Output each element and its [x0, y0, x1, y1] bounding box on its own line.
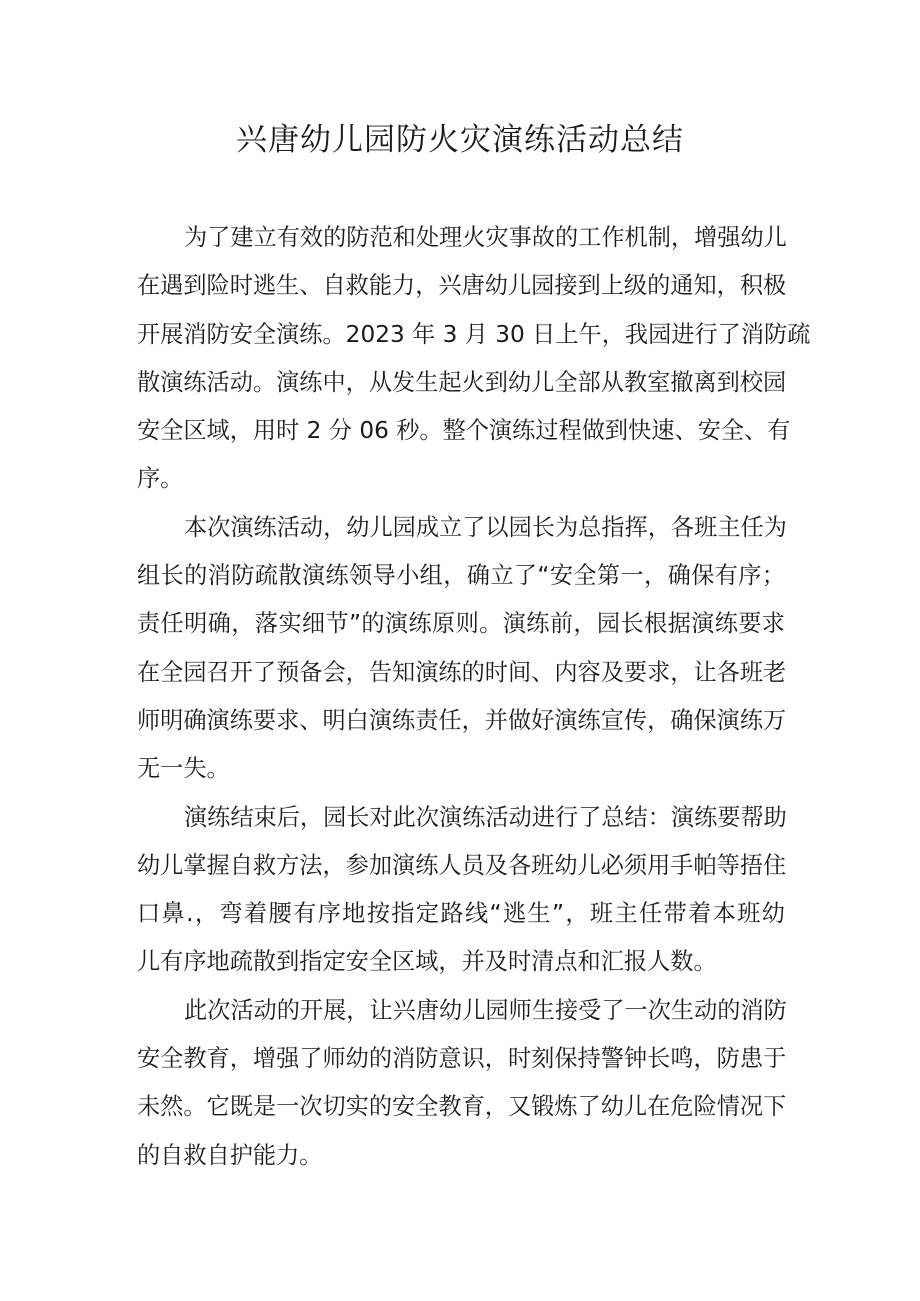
paragraph-4	[137, 987, 785, 1180]
paragraph-line: 开展消防安全演练。2023 年 3 月 30 日上午，我园进行了消防疏	[137, 320, 811, 348]
paragraph-line: 组长的消防疏散演练领导小组，确立了“安全第一，确保有序；	[137, 562, 785, 590]
document-title: 兴唐幼儿园防火灾演练活动总结	[236, 122, 684, 158]
paragraph-line: 为了建立有效的防范和处理火灾事故的工作机制，增强幼儿	[184, 224, 787, 251]
paragraph-line: 序。	[137, 465, 184, 493]
paragraph-line: 幼儿掌握自救方法，参加演练人员及各班幼儿必须用手帕等捂住	[137, 851, 787, 879]
paragraph-line: 在全园召开了预备会，告知演练的时间、内容及要求，让各班老	[137, 658, 787, 686]
paragraph-line: 未然。它既是一次切实的安全教育，又锻炼了幼儿在危险情况下	[137, 1093, 787, 1121]
paragraph-line: 责任明确，落实细节”的演练原则。演练前，园长根据演练要求	[137, 610, 785, 638]
paragraph-line: 演练结束后，园长对此次演练活动进行了总结：演练要帮助	[184, 803, 787, 831]
paragraph-line: 的自救自护能力。	[137, 1141, 323, 1169]
paragraph-line: 师明确演练要求、明白演练责任，并做好演练宣传，确保演练万	[137, 706, 787, 734]
paragraph-line: 散演练活动。演练中，从发生起火到幼儿全部从教室撤离到校园	[137, 368, 787, 396]
paragraph-line: 儿有序地疏散到指定安全区域，并及时清点和汇报人数。	[137, 948, 717, 976]
paragraph-1	[137, 214, 811, 504]
paragraph-line: 口鼻.，弯着腰有序地按指定路线“逃生”，班主任带着本班幼	[137, 900, 785, 928]
paragraph-line: 无一失。	[137, 755, 230, 783]
document-body	[137, 214, 811, 1180]
paragraph-line: 安全区域，用时 2 分 06 秒。整个演练过程做到快速、安全、有	[137, 417, 791, 445]
paragraph-line: 在遇到险时逃生、自救能力，兴唐幼儿园接到上级的通知，积极	[137, 272, 787, 300]
paragraph-3	[137, 794, 785, 987]
paragraph-line: 此次活动的开展，让兴唐幼儿园师生接受了一次生动的消防	[184, 996, 787, 1024]
paragraph-line: 安全教育，增强了师幼的消防意识，时刻保持警钟长鸣，防患于	[137, 1045, 787, 1073]
paragraph-2	[137, 504, 785, 794]
paragraph-line: 本次演练活动，幼儿园成立了以园长为总指挥，各班主任为	[184, 513, 787, 541]
